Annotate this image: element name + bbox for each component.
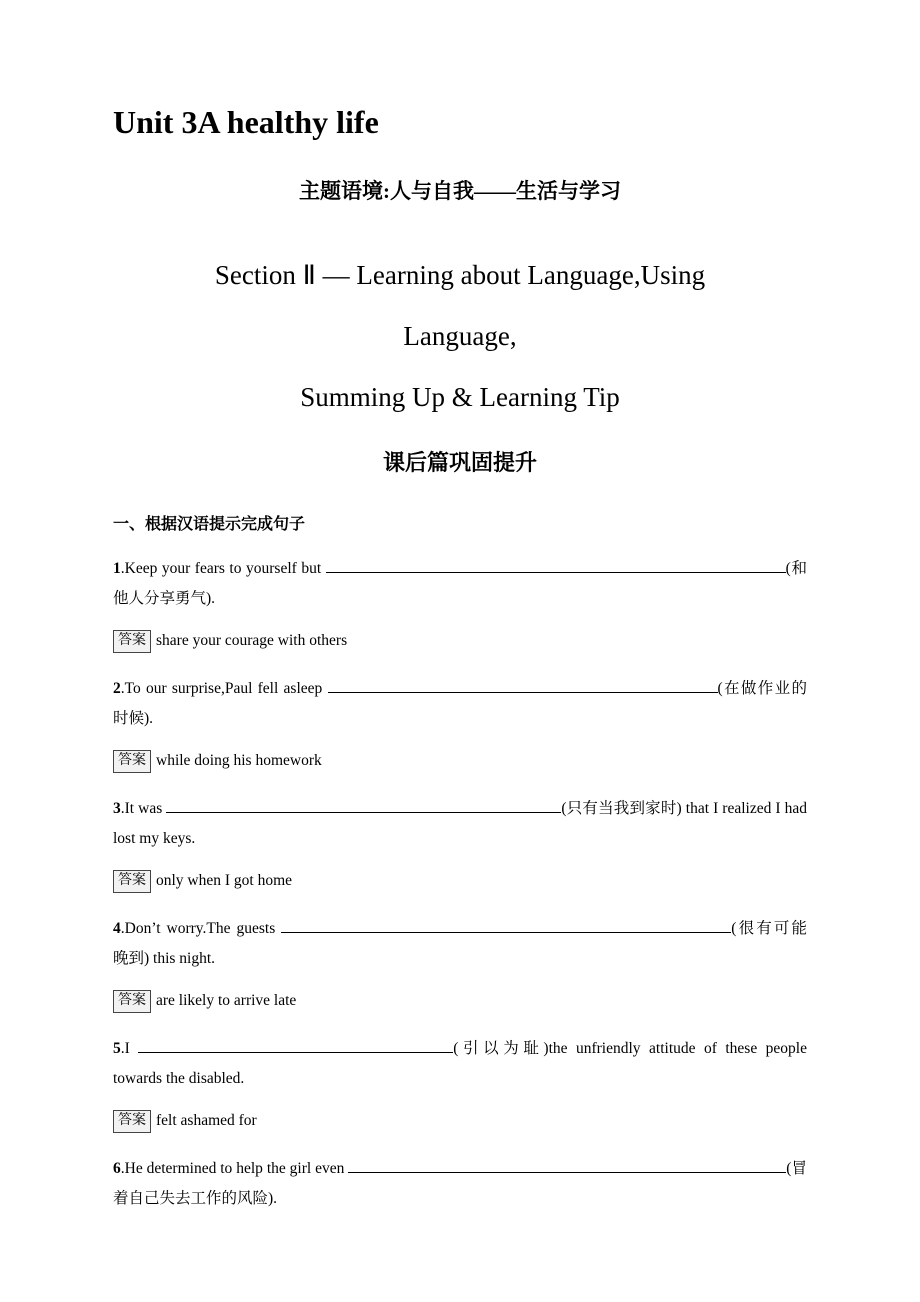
question-3-blank[interactable] xyxy=(166,799,561,813)
question-3 xyxy=(113,794,807,854)
section-heading-line3: Summing Up & Learning Tip xyxy=(300,382,620,412)
question-2-blank[interactable] xyxy=(328,679,718,693)
question-6 xyxy=(113,1154,807,1214)
question-5 xyxy=(113,1034,807,1094)
question-2 xyxy=(113,674,807,734)
exercise-section-heading: 一、根据汉语提示完成句子 xyxy=(113,516,306,533)
question-2-text-post: (在做作业的时候). xyxy=(113,680,807,727)
section-heading-line2: Language, xyxy=(403,321,517,351)
question-3-text-post: (只有当我到家时) that I realized I had lost my keys. xyxy=(113,800,808,847)
band-rest-label: 巩固提升 xyxy=(449,450,538,475)
question-6-blank[interactable] xyxy=(348,1159,786,1173)
lesson-band xyxy=(113,446,807,477)
theme-context-line: 主题语境:人与自我——生活与学习 xyxy=(299,179,621,203)
question-4-number: 4 xyxy=(113,920,121,937)
answer-row-1 xyxy=(113,628,807,654)
question-4-text-pre: .Don’t worry.The guests xyxy=(120,920,282,937)
question-1-number: 1 xyxy=(113,560,121,577)
question-5-text-pre: .I xyxy=(120,1040,139,1057)
answer-label: 答案 xyxy=(113,1110,151,1133)
answer-text-1: share your courage with others xyxy=(156,632,348,649)
answer-row-4 xyxy=(113,988,807,1014)
question-2-text-pre: .To our surprise,Paul fell asleep xyxy=(120,680,328,697)
question-2-number: 2 xyxy=(113,680,121,697)
band-bold-label: 课后篇 xyxy=(382,450,449,475)
question-1-blank[interactable] xyxy=(326,559,786,573)
answer-text-4: are likely to arrive late xyxy=(156,992,297,1009)
question-3-text-pre: .It was xyxy=(120,800,167,817)
question-5-number: 5 xyxy=(113,1040,121,1057)
question-4 xyxy=(113,914,807,974)
question-1 xyxy=(113,554,807,614)
question-5-blank[interactable] xyxy=(138,1039,453,1053)
question-6-text-post: (冒着自己失去工作的风险). xyxy=(113,1160,807,1207)
answer-label: 答案 xyxy=(113,630,151,653)
question-1-text-pre: .Keep your fears to yourself but xyxy=(120,560,326,577)
page-title: Unit 3A healthy life xyxy=(113,104,379,140)
answer-row-5 xyxy=(113,1108,807,1134)
answer-label: 答案 xyxy=(113,870,151,893)
question-4-blank[interactable] xyxy=(281,919,731,933)
question-5-text-post: (引以为耻)the unfriendly attitude of these people towards the disabled. xyxy=(113,1040,807,1087)
question-4-text-post: (很有可能晚到) this night. xyxy=(113,920,807,967)
answer-label: 答案 xyxy=(113,750,151,773)
question-3-number: 3 xyxy=(113,800,121,817)
section-heading-line1: Section Ⅱ — Learning about Language,Using xyxy=(214,260,706,290)
question-6-text-pre: .He determined to help the girl even xyxy=(120,1160,349,1177)
answer-row-3 xyxy=(113,868,807,894)
section-heading xyxy=(113,245,807,428)
answer-text-5: felt ashamed for xyxy=(156,1112,257,1129)
answer-text-2: while doing his homework xyxy=(156,752,322,769)
answer-row-2 xyxy=(113,748,807,774)
question-1-text-post: (和他人分享勇气). xyxy=(113,560,807,607)
question-6-number: 6 xyxy=(113,1160,121,1177)
answer-label: 答案 xyxy=(113,990,151,1013)
answer-text-3: only when I got home xyxy=(156,872,293,889)
